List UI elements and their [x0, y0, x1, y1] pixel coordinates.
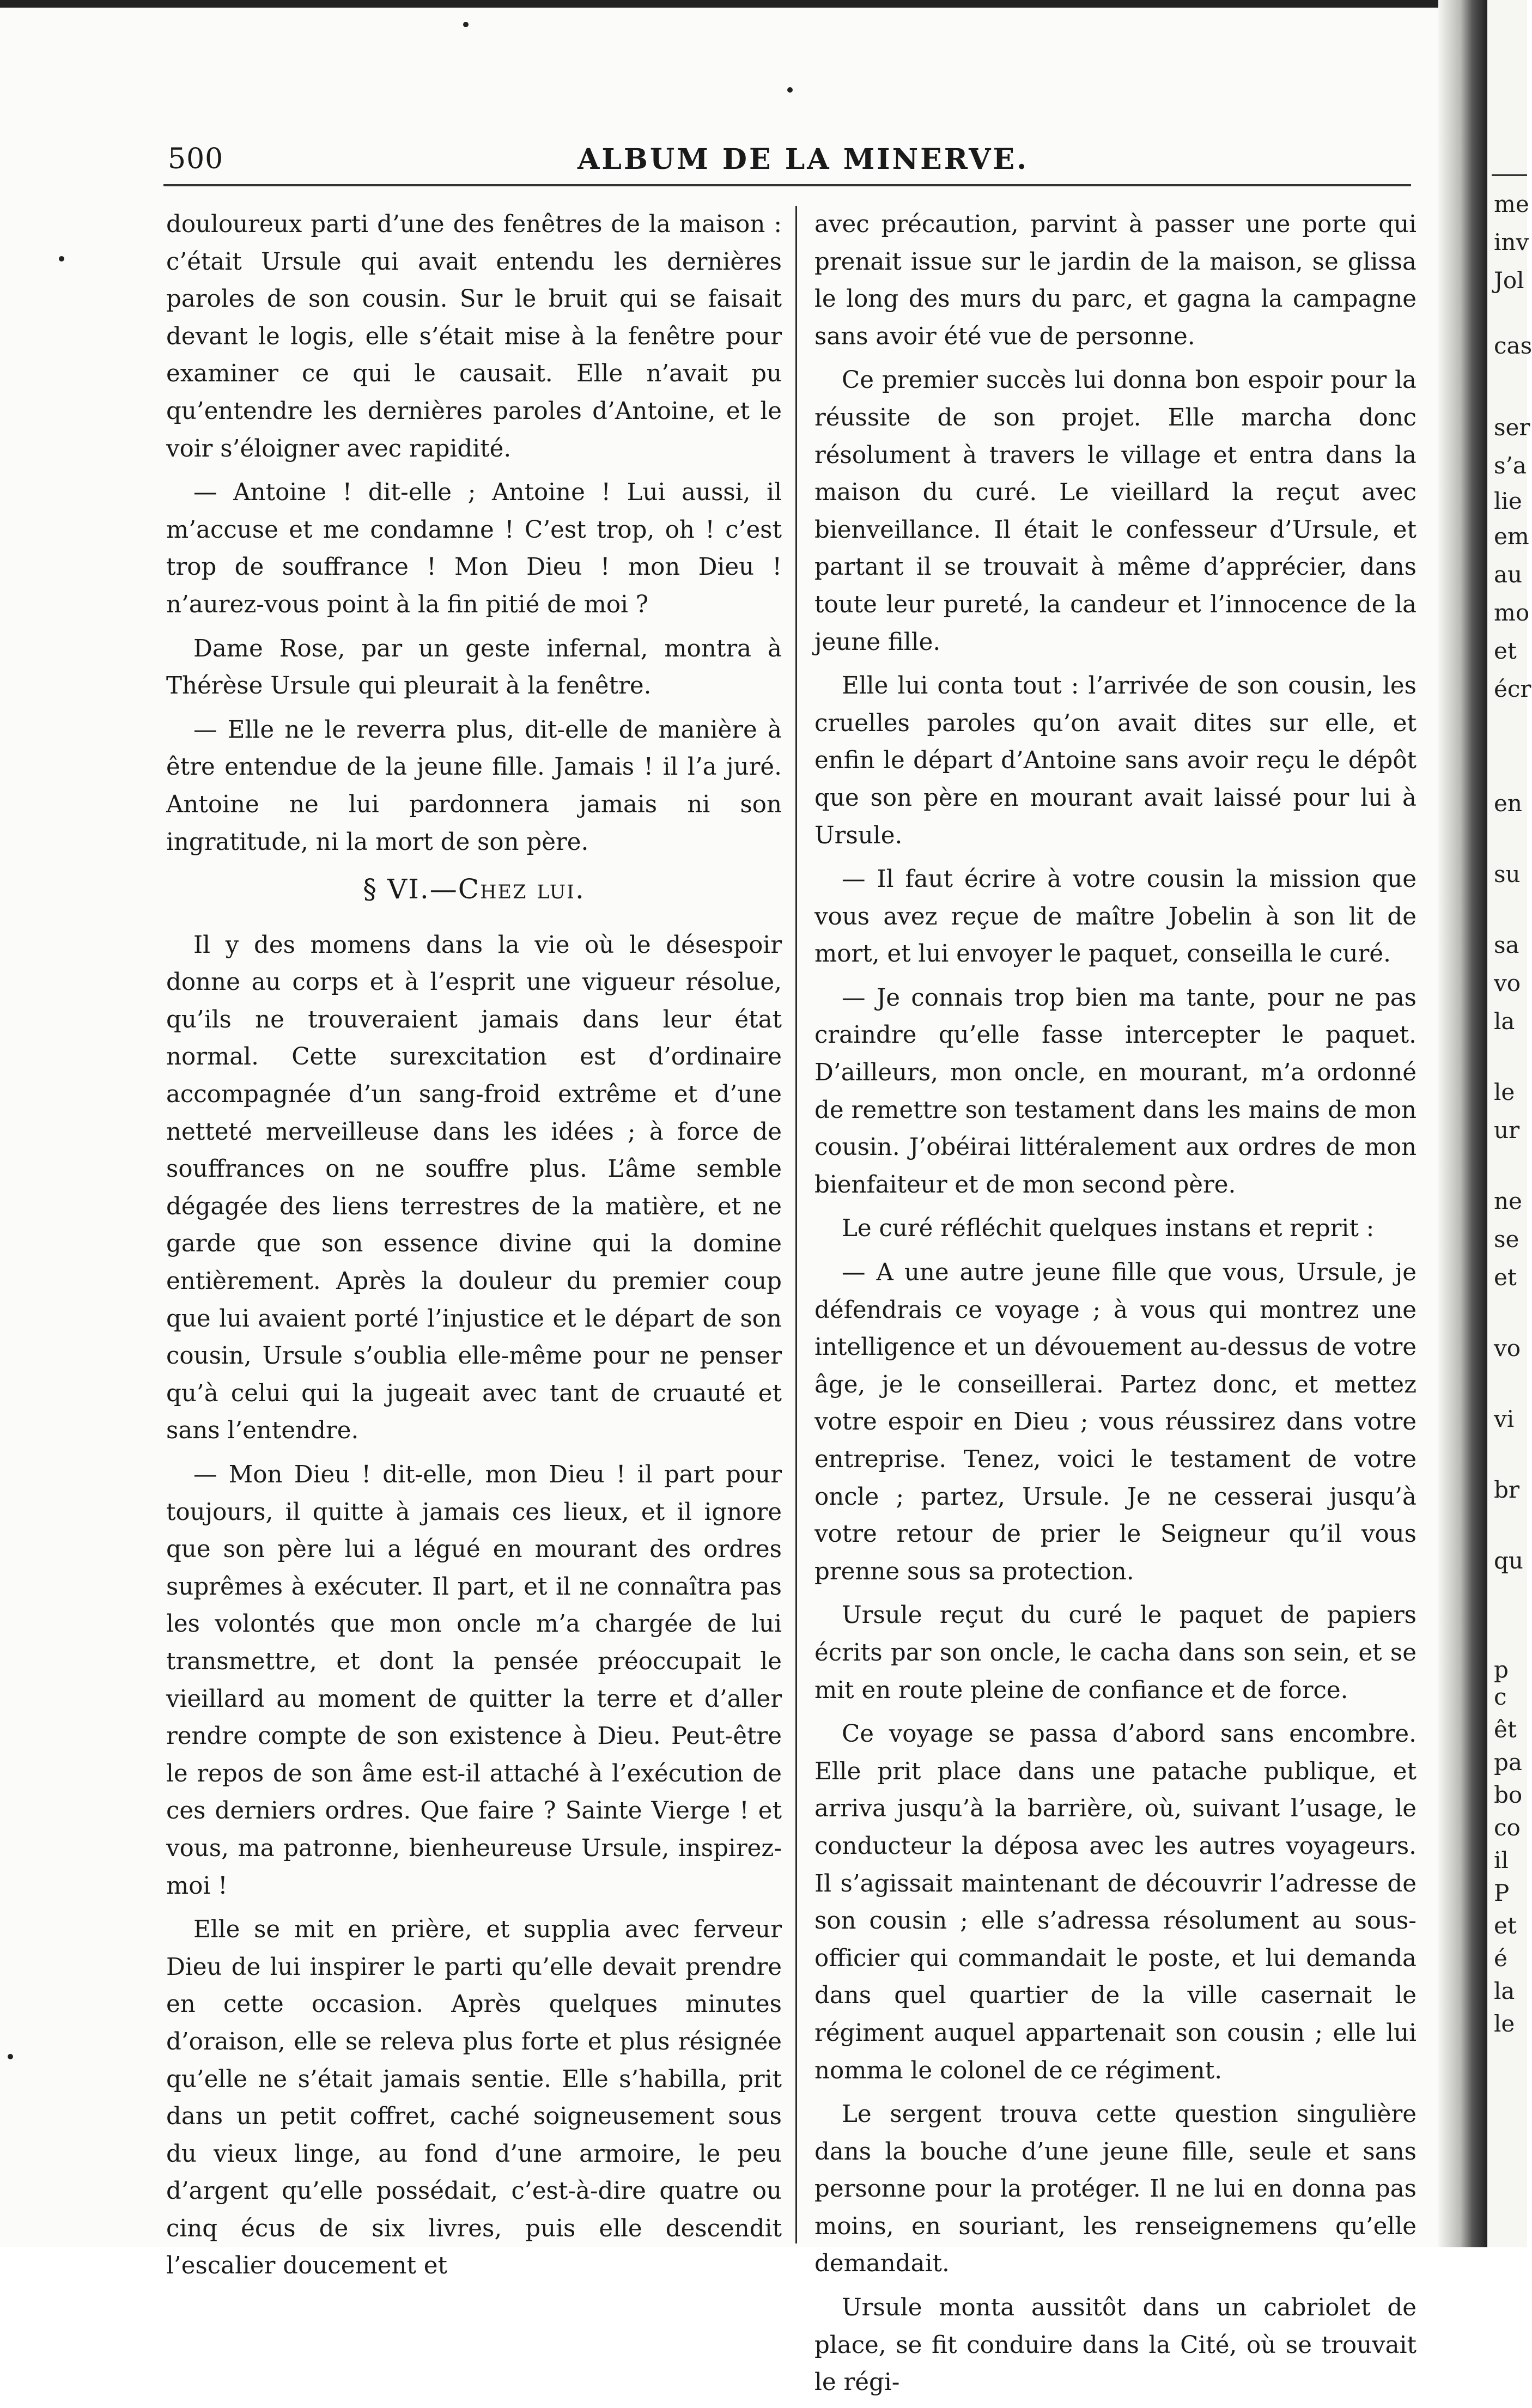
ink-speck: [787, 87, 793, 93]
facing-page-fragment: é: [1494, 1945, 1507, 1972]
facing-page-fragment: br: [1494, 1476, 1519, 1503]
left-column: [166, 206, 782, 2291]
facing-page-fragment: êt: [1494, 1716, 1517, 1743]
page-header: [163, 143, 1411, 181]
facing-page-fragment: le: [1494, 2010, 1515, 2037]
facing-page-fragment: et: [1494, 637, 1517, 664]
right-column: [814, 206, 1417, 2408]
facing-page-fragment: au: [1494, 561, 1523, 588]
facing-page-fragment: qu: [1494, 1547, 1523, 1574]
column-divider: [795, 206, 797, 2243]
section-number: § VI.—: [363, 873, 458, 905]
section-heading: [166, 871, 782, 908]
facing-page-fragment: en: [1494, 790, 1522, 817]
paragraph: Elle se mit en prière, et supplia avec ferveur Dieu de lui inspirer le parti qu’elle devait prendre en cette occasion. Après quelques minutes d’oraison, elle se releva plus forte et plus résignée qu’elle ne s’était jamais sentie. Elle s’habilla, prit dans un petit coffret, caché soigneusement sous du vieux linge, au fond d’une armoire, le peu d’argent qu’elle possédait, c’est-à-dire quatre ou cinq écus de six livres, puis elle descendit l’escalier doucement et: [166, 1916, 782, 2280]
facing-page-fragment: lie: [1494, 488, 1522, 514]
facing-page-fragment: ur: [1494, 1117, 1520, 1144]
ink-speck: [463, 22, 469, 27]
paragraph: — Mon Dieu ! dit-elle, mon Dieu ! il part pour toujours, il quitte à jamais ces lieux, et il ignore que son père lui a légué en mourant des ordres suprêmes à exécuter. Il part, et il ne connaîtra pas les volontés que mon oncle m’a chargée de lui transmettre, et dont la pensée préoccupait le vieillard au moment de quitter la terre et d’aller rendre compte de son existence à Dieu. Peut-être le repos de son âme est-il attaché à l’exécution de ces derniers ordres. Que faire ? Sainte Vierge ! et vous, ma patronne, bienheureuse Ursule, inspirez-moi !: [166, 1461, 782, 1900]
facing-page-fragment: pa: [1494, 1749, 1522, 1775]
facing-page-fragment: se: [1494, 1226, 1519, 1252]
paragraph: douloureux parti d’une des fenêtres de la maison : c’était Ursule qui avait entendu les dernières paroles de son cousin. Sur le bruit qui se faisait devant le logis, elle s’était mise à la fenêtre pour examiner ce qui le causait. Elle n’avait pu qu’entendre les dernières paroles d’Antoine, et le voir s’éloigner avec rapidité.: [166, 211, 782, 463]
paragraph: Ce voyage se passa d’abord sans encombre. Elle prit place dans une patache publique, et arriva jusqu’à la barrière, où, suivant l’usage, le conducteur la déposa avec les autres voyageurs. Il s’agissait maintenant de découvrir l’adresse de son cousin ; elle s’adressa résolument au sous-officier qui commandait le poste, et lui demanda dans quel quartier de la ville casernait le régiment auquel appartenait son cousin ; elle lui nomma le colonel de ce régiment.: [814, 1720, 1417, 2084]
facing-page-fragment: cas: [1494, 332, 1532, 359]
facing-page-fragment: c: [1494, 1683, 1507, 1710]
paragraph: Elle lui conta tout : l’arrivée de son cousin, les cruelles paroles qu’on avait dites sur elle, et enfin le départ d’Antoine sans avoir reçu le dépôt que son père en mourant avait laissé pour lui à Ursule.: [814, 672, 1417, 849]
running-title: ALBUM DE LA MINERVE.: [577, 143, 1029, 176]
section-title: Chez lui.: [458, 873, 585, 905]
facing-page-fragment: em: [1494, 523, 1529, 550]
top-border: [0, 0, 1449, 8]
facing-page-fragment: le: [1494, 1079, 1515, 1105]
facing-page-fragment: su: [1494, 861, 1521, 887]
facing-page-fragment: ser: [1494, 414, 1530, 441]
facing-page-fragment: mo: [1494, 599, 1530, 626]
facing-page-edge: [1438, 0, 1532, 2247]
facing-page-rule: [1492, 174, 1527, 176]
facing-page-fragment: Jol: [1494, 267, 1524, 294]
facing-page-fragment: la: [1494, 1978, 1515, 2004]
facing-page-fragment: co: [1494, 1814, 1521, 1841]
page-number: 500: [168, 143, 224, 175]
facing-page-fragment: il: [1494, 1847, 1509, 1874]
facing-page-fragment: sa: [1494, 932, 1519, 958]
facing-page-fragment: et: [1494, 1912, 1517, 1939]
facing-page-fragment: et: [1494, 1264, 1517, 1291]
ink-speck: [59, 256, 64, 262]
ink-speck: [8, 2054, 13, 2059]
facing-page-fragment: la: [1494, 1008, 1515, 1035]
facing-page-fragment: bo: [1494, 1781, 1523, 1808]
paragraph: Ursule monta aussitôt dans un cabriolet de place, se fit conduire dans la Cité, où se trouvait le régi-: [814, 2294, 1417, 2397]
facing-page-fragment: vi: [1494, 1406, 1515, 1432]
paragraph: avec précaution, parvint à passer une porte qui prenait issue sur le jardin de la maison, se glissa le long des murs du parc, et gagna la campagne sans avoir été vue de personne.: [814, 211, 1417, 350]
paragraph: — A une autre jeune fille que vous, Ursule, je défendrais ce voyage ; à vous qui montrez une intelligence et un dévouement au-dessus de votre âge, je le conseillerai. Partez donc, et mettez votre espoir en Dieu ; vous réussirez dans votre entreprise. Tenez, voici le testament de votre oncle ; partez, Ursule. Je ne cesserai jusqu’à votre retour de prier le Seigneur qu’il vous prenne sous sa protection.: [814, 1259, 1417, 1585]
paragraph: — Il faut écrire à votre cousin la mission que vous avez reçue de maître Jobelin à son lit de mort, et lui envoyer le paquet, conseilla le curé.: [814, 866, 1417, 968]
facing-page-fragment: P: [1494, 1880, 1510, 1906]
paragraph: Ursule reçut du curé le paquet de papiers écrits par son oncle, le cacha dans son sein, et se mit en route pleine de confiance et de force.: [814, 1602, 1417, 1704]
paragraph: Il y des momens dans la vie où le désespoir donne au corps et à l’esprit une vigueur résolue, qu’ils ne trouveraient jamais dans leur état normal. Cette surexcitation est d’ordinaire accompagnée d’un sang-froid extrême et d’une netteté merveilleuse dans les idées ; à force de souffrances on ne souffre plus. L’âme semble dégagée des liens terrestres de la matière, et ne garde que son essence divine qui la domine entièrement. Après la douleur du premier coup que lui avaient porté l’injustice et le départ de son cousin, Ursule s’oublia elle-même pour ne penser qu’à celui qui la jugeait avec tant de cruauté et sans l’entendre.: [166, 931, 782, 1445]
facing-page-fragment: s’a: [1494, 452, 1527, 479]
header-rule: [163, 184, 1411, 186]
paragraph: — Je connais trop bien ma tante, pour ne pas craindre qu’elle fasse intercepter le paquet. D’ailleurs, mon oncle, en mourant, m’a ordonné de remettre son testament dans les mains de mon cousin. J’obéirai littéralement aux ordres de mon bienfaiteur et de mon second père.: [814, 984, 1417, 1199]
paragraph: Le sergent trouva cette question singulière dans la bouche d’une jeune fille, seule et sans personne pour la protéger. Il ne lui en donna pas moins, en souriant, les renseignemens qu’elle demandait.: [814, 2101, 1417, 2278]
paragraph: — Antoine ! dit-elle ; Antoine ! Lui aussi, il m’accuse et me condamne ! C’est trop, oh ! c’est trop de souffrance ! Mon Dieu ! mon Dieu ! n’aurez-vous point à la fin pitié de moi ?: [166, 479, 782, 618]
facing-page-fragment: me: [1494, 191, 1529, 217]
facing-page-fragment: ne: [1494, 1188, 1522, 1214]
paragraph: — Elle ne le reverra plus, dit-elle de manière à être entendue de la jeune fille. Jamais ! il l’a juré. Antoine ne lui pardonnera jamais ni son ingratitude, ni la mort de son père.: [166, 716, 782, 856]
paragraph: Dame Rose, par un geste infernal, montra à Thérèse Ursule qui pleurait à la fenêtre.: [166, 635, 782, 700]
binding-shadow: [1438, 0, 1487, 2247]
facing-page-fragment: p: [1494, 1656, 1509, 1683]
facing-page-fragment: vo: [1494, 1335, 1521, 1361]
paragraph: Le curé réfléchit quelques instans et reprit :: [842, 1215, 1375, 1243]
paragraph: Ce premier succès lui donna bon espoir pour la réussite de son projet. Elle marcha donc résolument à travers le village et entra dans la maison du curé. Le vieillard la reçut avec bienveillance. Il était le confesseur d’Ursule, et partant il se trouvait à même d’apprécier, dans toute leur pureté, la candeur et l’innocence de la jeune fille.: [814, 367, 1417, 656]
facing-page-fragment: écr: [1494, 676, 1531, 702]
facing-page-fragment: inv: [1494, 229, 1529, 256]
facing-page-fragment: vo: [1494, 970, 1521, 996]
